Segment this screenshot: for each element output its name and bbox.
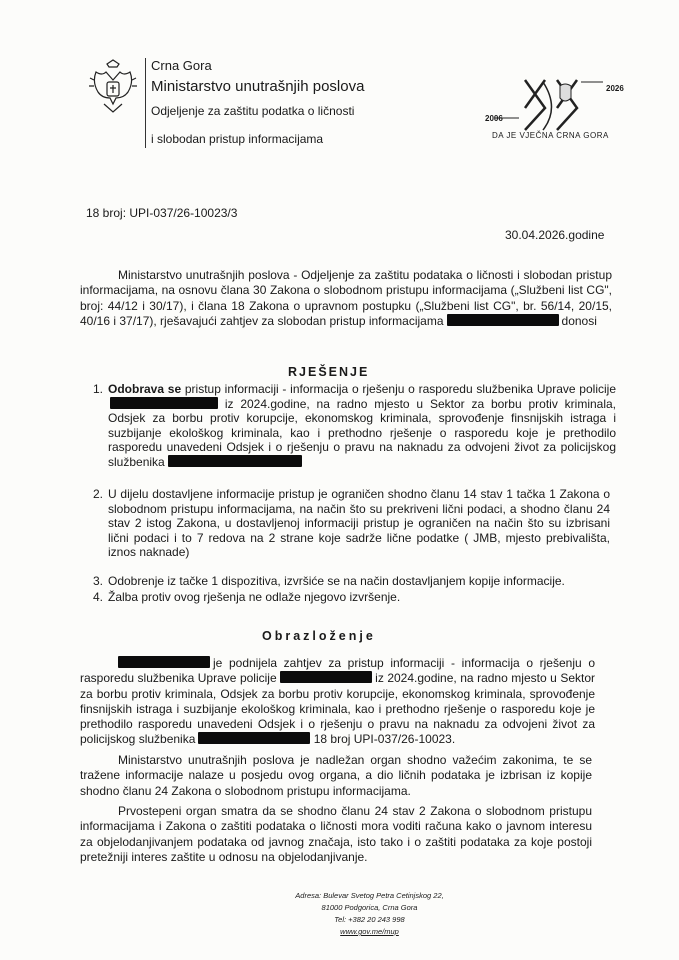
redaction-bar xyxy=(168,455,302,467)
reasoning-text: je podnijela zahtjev za pristup informaciji - informacija o rješenju o rasporedu službenika Uprave policije xyxy=(80,656,595,686)
reasoning-paragraph: Ministarstvo unutrašnjih poslova je nadležan organ shodno važećim zakonima, te se tražene informacije nalaze u posjedu ovog organa, a dio ličnih podataka je izbrisan iz kopije shodno članu 24 Zakona o slobodnom pristupu informacijama. xyxy=(80,753,592,798)
header-department-line2: i slobodan pristup informacijama xyxy=(151,132,324,146)
item-number: 1. xyxy=(93,382,104,396)
redaction-bar xyxy=(118,656,210,668)
decision-item xyxy=(93,487,610,560)
reference-number: 18 broj: UPI-037/26-10023/3 xyxy=(86,206,238,220)
redaction-bar xyxy=(280,671,372,683)
item-text: U dijelu dostavljene informacije pristup je ograničen shodno članu 14 stav 1 tačka 1 Zakona o slobodnom pristupu informacijama, na način što su prekriveni lični podaci, a shodno članu 24 stav 2 istog Zakona, u dostavljenoj informaciji pristup je ograničen na način što su izbrisani lični podaci i to 7 redova na 2 strane koje sadrže lične podatke ( JMB, mjesto prebivališta, iznos naknade) xyxy=(108,487,610,560)
item-text: Žalba protiv ovog rješenja ne odlaže njegovo izvršenje. xyxy=(108,590,401,604)
intro-verb: donosi xyxy=(561,313,597,328)
jubilee-year-start: 2006 xyxy=(485,114,503,123)
header-divider xyxy=(145,58,146,148)
item-number: 2. xyxy=(93,487,104,501)
item-text-cont: iz 2024.godine, na radno mjesto u Sektor za borbu protiv kriminala, Odsjek za borbu protiv korupcije, ekonomskog kriminala, sprovođenje finsnijskih istraga i suzbijanje ekološkog kriminala, kao i prethodno rješenje o rasporedu koje je prethodilo rasporedu unavedeni Odsjek i o rješenju o pravu na naknadu za odvojeni život za policijskog službenika xyxy=(108,396,616,469)
intro-paragraph xyxy=(80,268,612,329)
jubilee-year-end: 2026 xyxy=(606,84,624,93)
xx-anniversary-logo-icon xyxy=(485,68,635,140)
header-country: Crna Gora xyxy=(151,58,212,73)
reasoning-text-cont: iz 2024.godine, na radno mjesto u Sektor za borbu protiv kriminala, Odsjek za borbu protiv korupcije, ekonomskog kriminala, sprovođenje finsnijskih istraga i suzbijanje ekološkog kriminala, kao i prethodno rješenje o rasporedu koje je prethodilo rasporedu unavedeni Odsjek i o rješenju o pravu na naknadu za odvojeni život za policijskog službenika xyxy=(80,671,596,747)
item-text: pristup informaciji - informacija o rješenju o rasporedu službenika Uprave policije xyxy=(181,382,616,396)
item-bold-lead: Odobrava se xyxy=(108,382,182,396)
footer-address: Adresa: Bulevar Svetog Petra Cetinjskog 22, xyxy=(295,891,444,900)
item-number: 4. xyxy=(93,590,104,604)
montenegro-coat-of-arms-icon xyxy=(88,58,138,116)
footer-phone: Tel: +382 20 243 998 xyxy=(334,915,405,924)
footer-city: 81000 Podgorica, Crna Gora xyxy=(321,903,418,912)
decision-item xyxy=(93,574,608,589)
reasoning-paragraph xyxy=(80,656,595,748)
redaction-bar xyxy=(110,397,218,409)
redaction-bar xyxy=(447,314,559,326)
header-ministry: Ministarstvo unutrašnjih poslova xyxy=(151,78,365,95)
jubilee-motto: DA JE VJEČNA CRNA GORA xyxy=(492,131,609,140)
reasoning-title: Obrazloženje xyxy=(262,629,376,643)
decision-title: RJEŠENJE xyxy=(288,365,370,379)
redaction-bar xyxy=(198,732,310,744)
reasoning-paragraph: Prvostepeni organ smatra da se shodno članu 24 stav 2 Zakona o slobodnom pristupu informacijama i Zakona o zaštiti podataka o ličnosti mora voditi računa kako o javnom interesu za objelodanjivanjem podataka od javnog značaja, isto tako i o zaštiti podataka za koje postoji pretežniji interes zaštite u odnosu na objelodanjivanje. xyxy=(80,804,592,864)
item-text: Odobrenje iz tačke 1 dispozitiva, izvršiće se na način dostavljanjem kopije informacije. xyxy=(108,574,565,588)
footer-website-link[interactable]: www.gov.me/mup xyxy=(340,927,399,936)
intro-text: Ministarstvo unutrašnjih poslova - Odjeljenje za zaštitu podataka o ličnosti i slobodan pristup informacijama, na osnovu člana 30 Zakona o slobodnom pristupu informacijama („Službeni list CG", broj: 44/12 i 30/17), i člana 18 Zakona o upravnom postupku („Službeni list CG", br. 56/14, 20/15, 40/16 i 37/17), rješavajući zahtjev za slobodan pristup informacijama xyxy=(80,268,612,328)
header-department-line1: Odjeljenje za zaštitu podatka o ličnosti xyxy=(151,104,355,118)
reasoning-ref: 18 broj UPI-037/26-10023. xyxy=(310,732,456,747)
decision-item xyxy=(93,382,616,470)
decision-item xyxy=(93,590,608,605)
item-number: 3. xyxy=(93,574,104,588)
document-date: 30.04.2026.godine xyxy=(505,228,605,242)
